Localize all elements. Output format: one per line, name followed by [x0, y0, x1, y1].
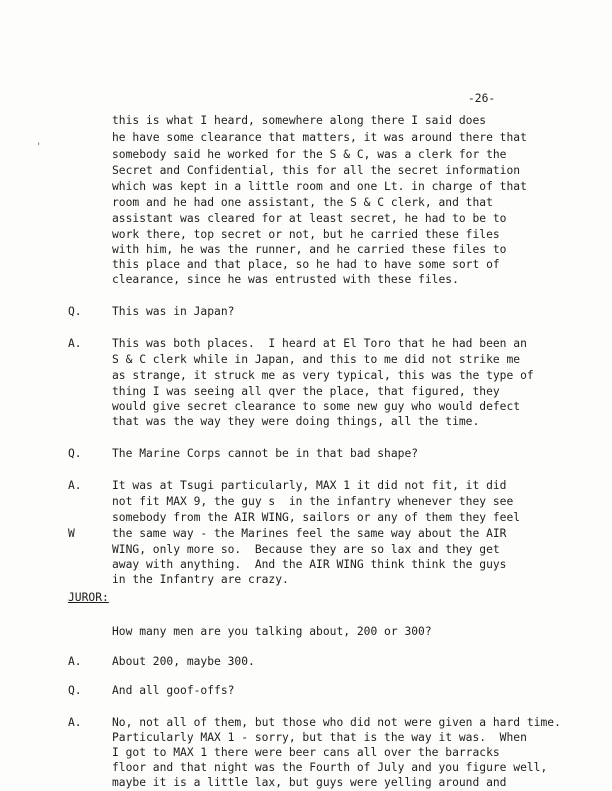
page-number: -26- [468, 92, 496, 105]
text-line: he have some clearance that matters, it was around there that [112, 131, 527, 144]
text-line: this is what I heard, somewhere along there I said does [112, 114, 487, 127]
text-line: The Marine Corps cannot be in that bad shape? [112, 447, 419, 460]
text-line: clearance, since he was entrusted with these files. [112, 273, 459, 286]
juror-label: JUROR: [68, 591, 109, 604]
text-line: which was kept in a little room and one Lt. in charge of that [112, 180, 527, 193]
text-line: I got to MAX 1 there were beer cans all over the barracks [112, 746, 500, 759]
margin-mark: ' [36, 142, 42, 152]
text-line: not fit MAX 9, the guy s in the infantry whenever they see [112, 495, 514, 508]
text-line: somebody from the AIR WING, sailors or any of them they feel [112, 511, 521, 524]
speaker-label: Q. [68, 447, 82, 460]
text-line: floor and that night was the Fourth of July and you figure well, [112, 761, 548, 774]
text-line: S & C clerk while in Japan, and this to me did not strike me [112, 353, 521, 366]
text-line: It was at Tsugi particularly, MAX 1 it did not fit, it did [112, 479, 507, 492]
text-line: in the Infantry are crazy. [112, 573, 289, 586]
text-line: thing I was seeing all qver the place, that figured, they [112, 385, 500, 398]
text-line: No, not all of them, but those who did not were given a hard time. [112, 716, 561, 729]
speaker-label: A. [68, 337, 82, 350]
text-line: WING, only more so. Because they are so lax and they get [112, 543, 500, 556]
speaker-label: A. [68, 716, 82, 729]
text-line: About 200, maybe 300. [112, 655, 255, 668]
text-line: This was both places. I heard at El Toro that he had been an [112, 337, 527, 350]
text-line: somebody said he worked for the S & C, was a clerk for the [112, 148, 507, 161]
speaker-label: A. [68, 655, 82, 668]
text-line: Secret and Confidential, this for all the secret information [112, 164, 521, 177]
text-line: This was in Japan? [112, 305, 235, 318]
text-line: with him, he was the runner, and he carried these files to [112, 243, 507, 256]
speaker-label: Q. [68, 305, 82, 318]
text-line: How many men are you talking about, 200 or 300? [112, 625, 432, 638]
text-line: would give secret clearance to some new guy who would defect [112, 400, 521, 413]
speaker-label: Q. [68, 684, 82, 697]
text-line: maybe it is a little lax, but guys were yelling around and [112, 776, 507, 789]
text-line: room and he had one assistant, the S & C clerk, and that [112, 196, 493, 209]
text-line: away with anything. And the AIR WING think think the guys [112, 558, 507, 571]
speaker-label: A. [68, 479, 82, 492]
text-line: this place and that place, so he had to have some sort of [112, 258, 500, 271]
text-line: work there, top secret or not, but he carried these files [112, 228, 500, 241]
text-line: assistant was cleared for at least secret, he had to be to [112, 212, 507, 225]
text-line: the same way - the Marines feel the same way about the AIR [112, 527, 507, 540]
text-line: Particularly MAX 1 - sorry, but that is the way it was. When [112, 731, 527, 744]
text-line: And all goof-offs? [112, 684, 235, 697]
text-line: as strange, it struck me as very typical, this was the type of [112, 369, 534, 382]
text-line: that was the way they were doing things, all the time. [112, 415, 480, 428]
speaker-label: W [68, 527, 75, 540]
